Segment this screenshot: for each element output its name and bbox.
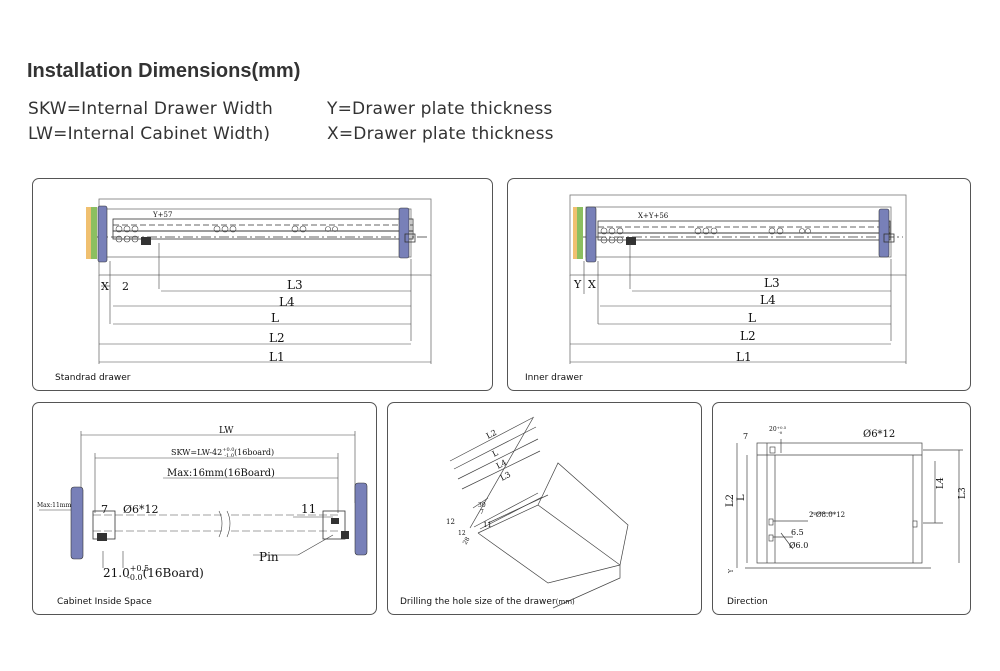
- page-title: Installation Dimensions(mm): [27, 60, 301, 82]
- hole-label: Ø6*12: [123, 503, 159, 516]
- cabinet-space-caption: Cabinet Inside Space: [57, 597, 152, 607]
- standard-drawer-panel: [32, 178, 493, 391]
- dim-l4: L4: [279, 295, 295, 309]
- legend-y: Y=Drawer plate thickness: [327, 99, 553, 119]
- drill-l3: L3: [498, 469, 513, 483]
- dir-6-5: 6.5: [791, 528, 804, 537]
- drill-30: 30: [478, 502, 486, 509]
- dir-holes2: 2-Ø8.0*12: [809, 511, 846, 519]
- drill-l4: L4: [494, 457, 509, 471]
- dim-l4: L4: [760, 293, 776, 307]
- dir-l2: L2: [725, 493, 736, 507]
- direction-panel: [712, 402, 971, 615]
- dim-l2: L2: [269, 331, 285, 345]
- standard-drawer-caption: Standrad drawer: [55, 373, 131, 383]
- dim-l2: L2: [740, 329, 756, 343]
- skw-formula: $SKW=LW-42^{+0.0}$ -1.0(16board): [171, 447, 275, 459]
- drilling-caption: Drilling the hole size of the drawer(mm): [400, 597, 575, 607]
- max-board-label: Max:16mm(16Board): [167, 468, 275, 479]
- inner-drawer-caption: Inner drawer: [525, 373, 583, 383]
- inner-drawer-panel: [507, 178, 971, 391]
- dim-2: 2: [122, 280, 129, 293]
- pin-label: Pin: [259, 550, 279, 564]
- drilling-panel: [387, 402, 702, 615]
- dim-11: 11: [301, 502, 317, 516]
- dim-x: X: [101, 280, 109, 293]
- dim-l: L: [748, 311, 756, 325]
- legend-skw: SKW=Internal Drawer Width: [28, 99, 273, 119]
- dim-l: L: [271, 311, 279, 325]
- drill-28: 28: [461, 535, 472, 546]
- dir-6-0: Ø6.0: [789, 541, 809, 550]
- drill-11: 11: [483, 521, 492, 529]
- cabinet-space-panel: [32, 402, 377, 615]
- dir-y: Y: [728, 569, 735, 573]
- dim-l3: L3: [764, 276, 780, 290]
- dir-l4: L4: [936, 477, 946, 489]
- dir-7: 7: [743, 432, 749, 441]
- direction-caption: Direction: [727, 597, 768, 607]
- dim-l1: L1: [736, 350, 752, 364]
- dir-hole: Ø6*12: [863, 429, 896, 440]
- lw-label: LW: [219, 426, 234, 436]
- dim-l3: L3: [287, 278, 303, 292]
- drill-12: 12: [446, 518, 455, 526]
- formula-label: X+Y+56: [638, 212, 669, 220]
- drill-12b: 12: [458, 530, 466, 537]
- base-dim: $21.0^{+0.5}$ -0.0(16Board): [103, 564, 204, 582]
- formula-label: Y+57: [153, 211, 173, 219]
- dir-l3: L3: [958, 487, 968, 499]
- standard-drawer-diagram: [33, 179, 492, 390]
- cabinet-space-diagram: [33, 403, 376, 614]
- dim-7: 7: [101, 503, 108, 516]
- direction-diagram: [713, 403, 970, 614]
- legend-x: X=Drawer plate thickness: [327, 124, 554, 144]
- dir-l: L: [736, 494, 747, 501]
- dim-l1: L1: [269, 350, 285, 364]
- drill-7: 7: [480, 509, 484, 516]
- dir-top-dim: $20^{+0.5}$ -0: [769, 425, 787, 435]
- dim-x: X: [588, 278, 596, 291]
- legend-lw: LW=Internal Cabinet Width): [28, 124, 271, 144]
- inner-drawer-diagram: [508, 179, 970, 390]
- dim-y: Y: [574, 278, 582, 291]
- drill-l2: L2: [484, 427, 499, 441]
- max-small-label: Max:11mm: [37, 502, 72, 509]
- drill-l: L: [490, 448, 500, 459]
- drilling-diagram: [388, 403, 701, 614]
